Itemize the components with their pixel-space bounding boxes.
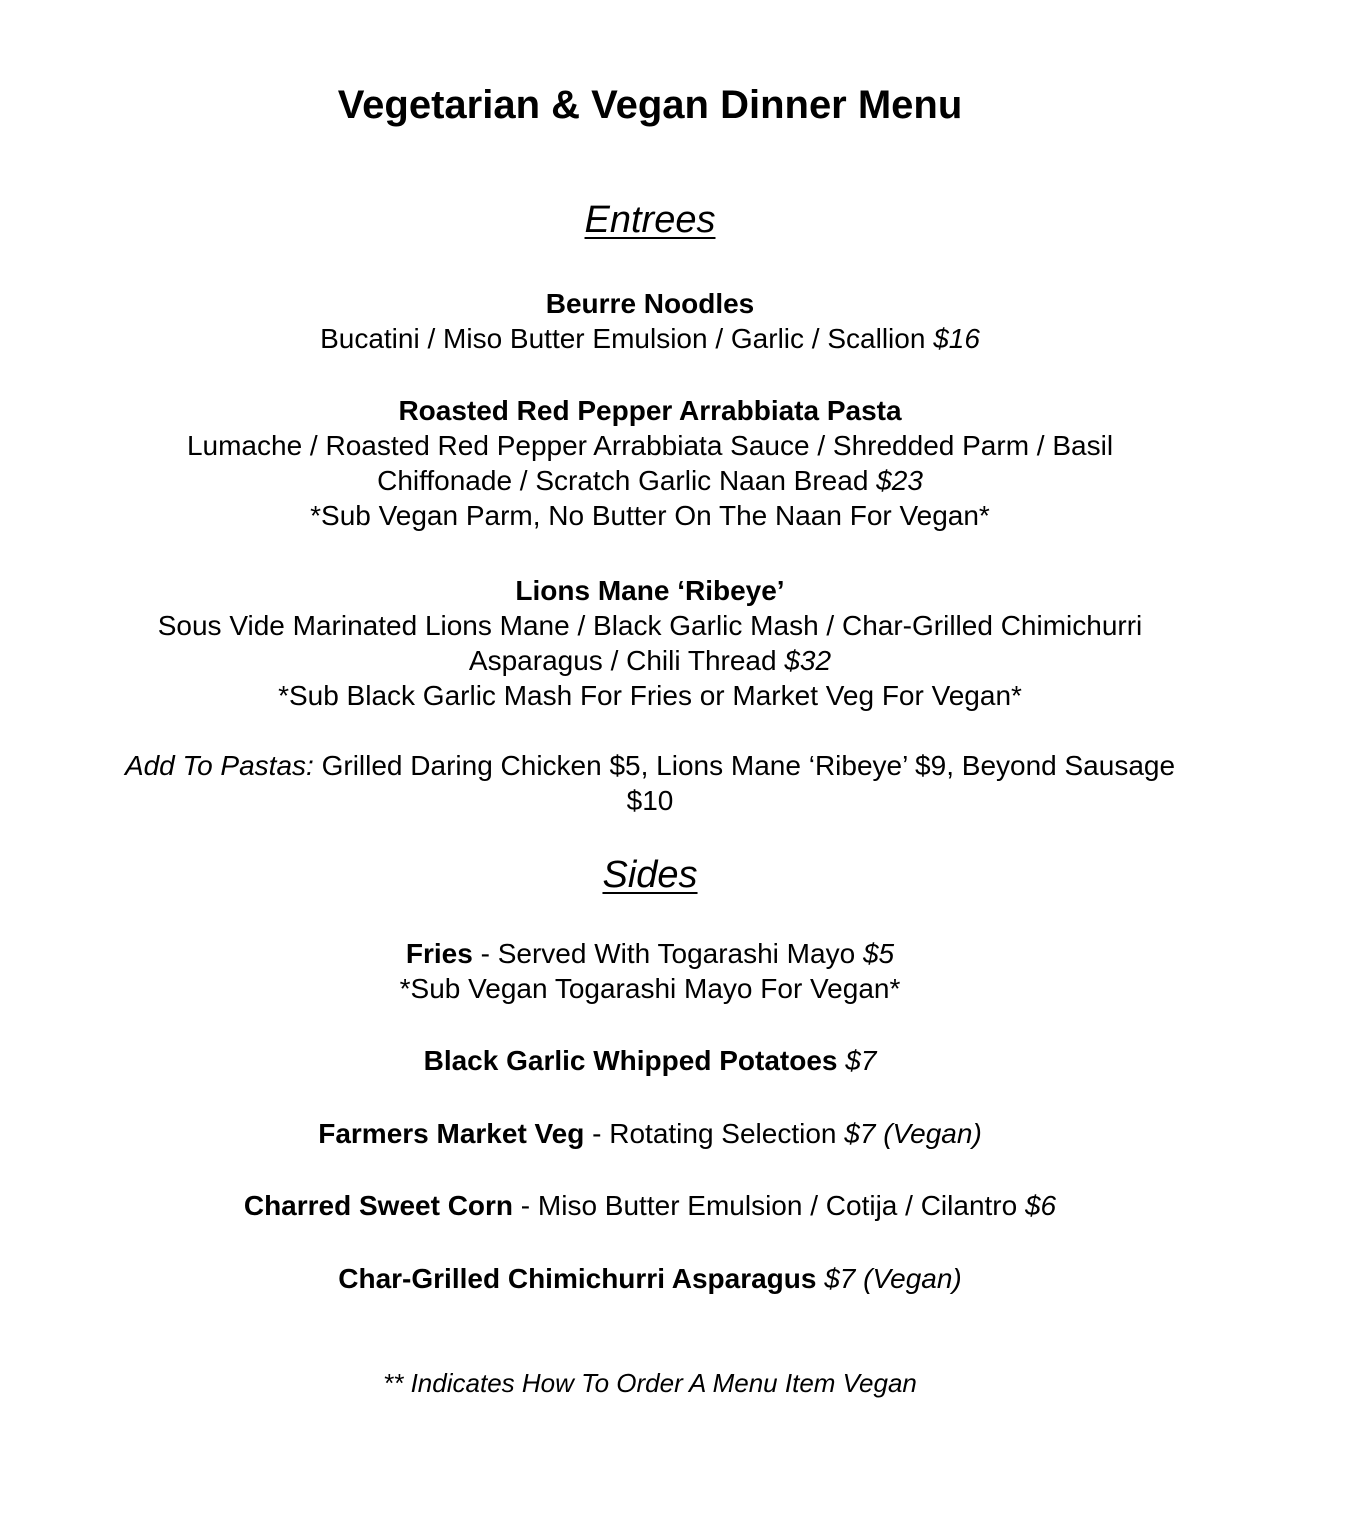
section-heading-entrees: Entrees (584, 199, 716, 241)
menu-item-fries (0, 936, 1300, 971)
price: $32 (784, 645, 832, 676)
desc-text: - Served With Togarashi Mayo (472, 938, 863, 969)
menu-item-desc-beurre-noodles (0, 321, 1300, 356)
item-name: Charred Sweet Corn (243, 1190, 514, 1221)
section-heading-sides: Sides (602, 854, 698, 896)
desc-text: - Miso Butter Emulsion / Cotija / Cilantro (513, 1190, 1025, 1221)
price: $6 (1024, 1190, 1057, 1221)
item-name: Farmers Market Veg (318, 1118, 585, 1149)
vegan-note-arrabbiata: *Sub Vegan Parm, No Butter On The Naan For Vegan* (310, 500, 990, 531)
add-to-pastas-line2: $10 (626, 785, 674, 816)
price: $7 (Vegan) (844, 1118, 982, 1149)
desc-text: Bucatini / Miso Butter Emulsion / Garlic / Scallion (320, 323, 934, 354)
menu-item-chimichurri-asparagus (0, 1261, 1300, 1296)
price: $16 (933, 323, 980, 354)
menu-item-name-lions-mane: Lions Mane ‘Ribeye’ (515, 575, 785, 606)
item-name: Fries (405, 938, 473, 969)
page-title: Vegetarian & Vegan Dinner Menu (337, 83, 963, 127)
menu-item-charred-sweet-corn (0, 1188, 1300, 1223)
add-to-pastas-label: Add To Pastas: (124, 750, 314, 781)
menu-item-name-arrabbiata: Roasted Red Pepper Arrabbiata Pasta (398, 395, 902, 426)
price: $23 (876, 465, 923, 496)
desc-text: Asparagus / Chili Thread (468, 645, 785, 676)
vegan-note-fries: *Sub Vegan Togarashi Mayo For Vegan* (399, 973, 901, 1004)
price: $5 (862, 938, 895, 969)
add-to-pastas-line1 (0, 748, 1300, 783)
desc-text: Chiffonade / Scratch Garlic Naan Bread (377, 465, 877, 496)
menu-item-desc-arrabbiata-line2 (0, 463, 1300, 498)
item-name: Char-Grilled Chimichurri Asparagus (338, 1263, 817, 1294)
menu-item-desc-lions-mane-line1: Sous Vide Marinated Lions Mane / Black Garlic Mash / Char-Grilled Chimichurri (157, 610, 1143, 641)
menu-item-desc-lions-mane-line2 (0, 643, 1300, 678)
menu-item-black-garlic-potatoes (0, 1043, 1300, 1078)
vegan-note-lions-mane: *Sub Black Garlic Mash For Fries or Market Veg For Vegan* (278, 680, 1022, 711)
add-to-pastas-options: Grilled Daring Chicken $5, Lions Mane ‘Ribeye’ $9, Beyond Sausage (313, 750, 1176, 781)
price: $7 (Vegan) (816, 1263, 962, 1294)
item-name: Black Garlic Whipped Potatoes (423, 1045, 838, 1076)
menu-item-farmers-market-veg (0, 1116, 1300, 1151)
price: $7 (837, 1045, 877, 1076)
desc-text: - Rotating Selection (584, 1118, 845, 1149)
menu-item-desc-arrabbiata-line1: Lumache / Roasted Red Pepper Arrabbiata Sauce / Shredded Parm / Basil (186, 430, 1114, 461)
footnote: ** Indicates How To Order A Menu Item Vegan (383, 1368, 917, 1398)
menu-item-name-beurre-noodles: Beurre Noodles (545, 288, 755, 319)
